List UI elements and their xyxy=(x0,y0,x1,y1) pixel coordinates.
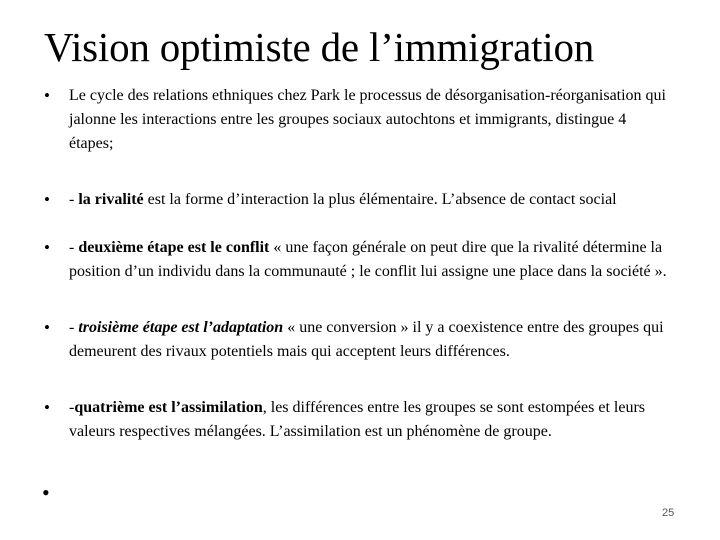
step-emphasis: la rivalité xyxy=(78,191,144,208)
bullet-marker: • xyxy=(44,238,50,257)
slide-title: Vision optimiste de l’immigration xyxy=(44,24,595,70)
step-assimilation xyxy=(69,396,669,444)
step-prefix: - xyxy=(69,191,79,208)
step-text: « une façon générale on peut dire que la rivalité détermine la position d’un individu dans la communauté ; le conflit lui assigne une place dans la société ». xyxy=(69,239,667,280)
step-adaptation xyxy=(69,316,669,364)
bullet-marker: • xyxy=(44,398,50,417)
step-emphasis: quatrième est l’assimilation xyxy=(74,399,263,416)
step-text: est la forme d’interaction la plus élémentaire. L’absence de contact social xyxy=(143,191,617,208)
step-text: , les différences entre les groupes se sont estompées et leurs valeurs respectives mélangées. L’assimilation est un phénomène de groupe. xyxy=(69,399,645,440)
step-prefix: - xyxy=(69,239,79,256)
intro-text: Le cycle des relations ethniques chez Park le processus de désorganisation-réorganisation qui jalonne les interactions entre les groupes sociaux autochtons et immigrants, distingue 4 étapes; xyxy=(69,87,666,152)
empty-bullet-marker: • xyxy=(42,480,50,505)
step-emphasis: troisième étape est l’adaptation xyxy=(78,319,284,336)
step-emphasis: deuxième étape est le conflit xyxy=(78,239,270,256)
bullet-marker: • xyxy=(44,190,50,209)
step-prefix: - xyxy=(69,319,79,336)
step-rivalry xyxy=(69,188,669,212)
step-prefix: - xyxy=(69,399,75,416)
bullet-marker: • xyxy=(44,318,50,337)
bullet-marker: • xyxy=(44,86,50,105)
page-number: 25 xyxy=(662,507,675,519)
step-text: « une conversion » il y a coexistence entre des groupes qui demeurent des rivaux potentiels mais qui acceptent leurs différences. xyxy=(69,319,664,360)
step-conflict xyxy=(69,236,669,284)
